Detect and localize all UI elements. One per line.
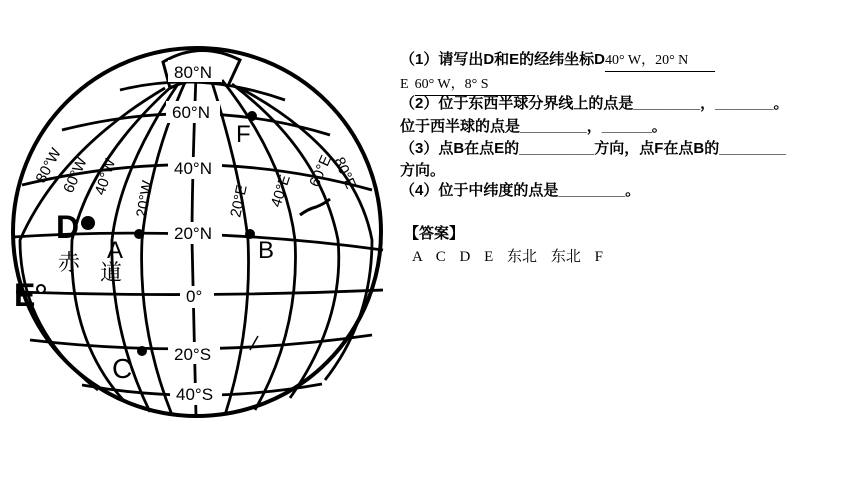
- lon-label: 60°E: [306, 152, 335, 190]
- point-a-dot: [134, 229, 144, 239]
- lat-label: 80°N: [174, 63, 212, 82]
- lon-label: 60°W: [60, 155, 91, 196]
- point-label-e: E: [14, 277, 36, 313]
- lat-label: 40°N: [174, 159, 212, 178]
- q1-d-answer: 40° W，20° N: [605, 51, 715, 72]
- lat-label: 20°S: [174, 345, 212, 364]
- latitude-labels: [166, 60, 222, 405]
- point-label-d: D: [56, 209, 80, 245]
- lon-label: 20°W: [133, 179, 157, 219]
- answer-value: D: [459, 249, 471, 265]
- question-2-line1: （2）位于东西半球分界线上的点是________，_______。: [400, 95, 789, 112]
- point-label-b: B: [258, 237, 275, 264]
- question-1-text: （1）请写出D和E的经纬坐标D: [400, 51, 606, 68]
- point-label-a: A: [107, 237, 124, 264]
- lat-label: 0°: [186, 287, 203, 306]
- equator-char: 赤: [58, 250, 81, 275]
- answer-values: [412, 245, 603, 266]
- lat-label: 40°S: [176, 385, 214, 404]
- question-3-line1: （3）点B在点E的_________方向，点F在点B的________: [400, 140, 786, 157]
- point-e-dot: [37, 285, 45, 293]
- point-label-f: F: [236, 121, 251, 148]
- q1-e-label: E: [400, 77, 409, 92]
- question-1-e: [400, 74, 535, 96]
- point-f-dot: [247, 111, 257, 121]
- lon-label: 80°E: [330, 154, 360, 192]
- lat-label: 20°N: [174, 224, 212, 243]
- longitude-labels-east: [227, 153, 359, 219]
- globe-diagram: [0, 0, 400, 420]
- question-2-line2: 位于西半球的点是________，______。: [400, 118, 667, 135]
- answer-value: A: [412, 249, 423, 265]
- lon-label: 20°E: [227, 183, 251, 219]
- answer-value: 东北: [550, 249, 581, 265]
- question-1: [400, 50, 715, 72]
- question-4: （4）位于中纬度的点是________。: [400, 182, 641, 199]
- answer-value: F: [594, 249, 603, 265]
- q1-e-answer: 60° W，8° S: [415, 75, 535, 96]
- lat-label: 60°N: [172, 103, 210, 122]
- answer-value: E: [484, 249, 494, 265]
- answer-value: C: [435, 249, 446, 265]
- answer-heading: 【答案】: [404, 225, 465, 242]
- question-3-line2: 方向。: [400, 162, 446, 179]
- lon-label: 40°E: [267, 172, 294, 210]
- point-b-dot: [245, 229, 255, 239]
- point-d-dot: [81, 216, 95, 230]
- point-c-dot: [137, 346, 147, 356]
- answer-value: 东北: [507, 249, 538, 265]
- equator-char: 道: [100, 260, 123, 285]
- scribble-mark: [300, 199, 330, 215]
- lon-label: 40°W: [91, 156, 120, 198]
- point-label-c: C: [112, 353, 133, 384]
- lon-label: 80°W: [32, 145, 65, 186]
